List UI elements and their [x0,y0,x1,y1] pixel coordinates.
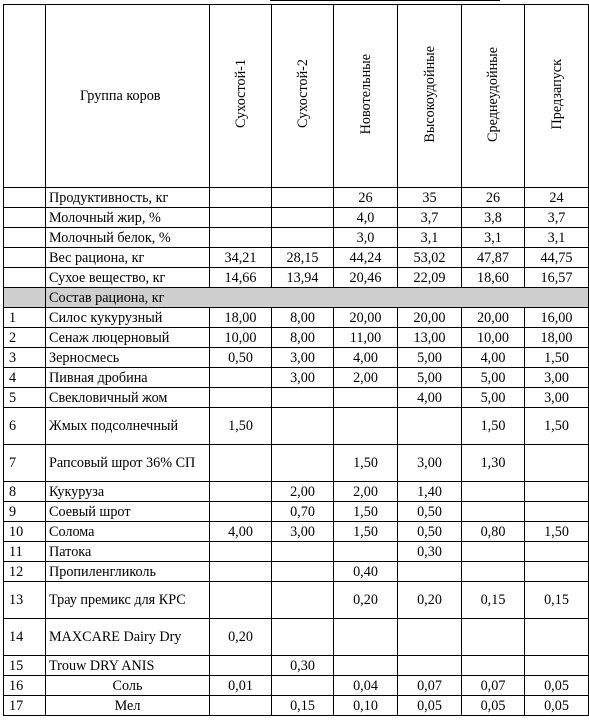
value-cell: 4,00 [462,348,525,368]
row-name: Рапсовый шрот 36% СП [46,445,210,482]
table-row [4,368,589,388]
value-cell [210,696,272,716]
table-row [4,228,589,248]
row-name: Сенаж люцерновый [46,328,210,348]
value-cell: 2,00 [334,482,398,502]
row-name: Патока [46,542,210,562]
section-num-cell [4,288,46,308]
value-cell [525,542,589,562]
value-cell: 3,00 [525,388,589,408]
value-cell: 22,09 [398,268,462,288]
row-name: Молочный белок, % [46,228,210,248]
value-cell [210,368,272,388]
column-header [272,5,334,188]
column-header [334,5,398,188]
value-cell: 5,00 [462,368,525,388]
value-cell [525,445,589,482]
value-cell: 26 [462,188,525,208]
row-number: 6 [4,408,46,445]
value-cell [334,619,398,656]
row-name: Продуктивность, кг [46,188,210,208]
value-cell: 18,60 [462,268,525,288]
value-cell: 10,00 [462,328,525,348]
value-cell [210,388,272,408]
value-cell: 5,00 [462,388,525,408]
table-row [4,328,589,348]
row-name: Пивная дробина [46,368,210,388]
row-number: 12 [4,562,46,582]
row-number: 14 [4,619,46,656]
value-cell: 20,00 [462,308,525,328]
value-cell: 0,30 [398,542,462,562]
value-cell: 0,07 [398,676,462,696]
value-cell [462,562,525,582]
header-row [4,5,589,188]
value-cell: 3,00 [272,368,334,388]
value-cell: 3,7 [398,208,462,228]
table-row [4,188,589,208]
value-cell: 4,00 [210,522,272,542]
value-cell: 18,00 [210,308,272,328]
row-name: Молочный жир, % [46,208,210,228]
value-cell: 24 [525,188,589,208]
value-cell: 1,50 [462,408,525,445]
value-cell: 2,00 [272,482,334,502]
table-row [4,542,589,562]
value-cell: 53,02 [398,248,462,268]
value-cell: 0,20 [334,582,398,619]
value-cell: 1,50 [525,522,589,542]
value-cell: 18,00 [525,328,589,348]
header-num-cell [4,5,46,188]
row-name: Пропиленгликоль [46,562,210,582]
row-number: 7 [4,445,46,482]
value-cell: 35 [398,188,462,208]
value-cell: 3,1 [525,228,589,248]
row-name: Жмых подсолнечный [46,408,210,445]
value-cell: 0,05 [525,676,589,696]
value-cell: 2,00 [334,368,398,388]
table-row [4,268,589,288]
value-cell: 0,50 [398,502,462,522]
column-header-label: Среднеудойные [485,46,501,142]
row-name: Силос кукурузный [46,308,210,328]
value-cell: 28,15 [272,248,334,268]
table-row [4,619,589,656]
column-header [525,5,589,188]
value-cell: 3,00 [272,348,334,368]
value-cell [210,562,272,582]
value-cell: 13,00 [398,328,462,348]
column-header [210,5,272,188]
table-row [4,562,589,582]
value-cell: 8,00 [272,328,334,348]
column-header-label: Сухостой-2 [294,59,311,129]
value-cell [272,582,334,619]
value-cell: 13,94 [272,268,334,288]
ration-table [3,4,589,716]
value-cell [272,445,334,482]
row-number [4,268,46,288]
value-cell: 1,30 [462,445,525,482]
row-number: 16 [4,676,46,696]
row-number: 10 [4,522,46,542]
value-cell [398,408,462,445]
table-row [4,696,589,716]
value-cell: 3,00 [272,522,334,542]
value-cell: 1,50 [334,522,398,542]
value-cell [525,656,589,676]
value-cell: 3,8 [462,208,525,228]
value-cell [334,388,398,408]
value-cell: 5,00 [398,368,462,388]
table-row [4,248,589,268]
value-cell: 0,10 [334,696,398,716]
value-cell [210,502,272,522]
value-cell [525,562,589,582]
value-cell [272,676,334,696]
row-number: 2 [4,328,46,348]
value-cell: 0,30 [272,656,334,676]
value-cell [210,188,272,208]
value-cell: 1,50 [525,408,589,445]
row-number: 5 [4,388,46,408]
value-cell: 0,20 [398,582,462,619]
value-cell [334,542,398,562]
value-cell: 5,00 [398,348,462,368]
value-cell [398,562,462,582]
row-number: 17 [4,696,46,716]
table-row [4,348,589,368]
table-row [4,388,589,408]
value-cell: 1,50 [334,502,398,522]
table-row [4,208,589,228]
value-cell: 44,24 [334,248,398,268]
value-cell [398,619,462,656]
value-cell [272,388,334,408]
row-number: 15 [4,656,46,676]
value-cell [462,542,525,562]
row-number: 11 [4,542,46,562]
column-header-label: Предзапуск [548,58,565,130]
row-name: Зерносмесь [46,348,210,368]
value-cell [210,228,272,248]
table-row [4,676,589,696]
row-name: Солома [46,522,210,542]
column-header-label: Высокоудойные [421,45,438,143]
value-cell: 0,07 [462,676,525,696]
section-row [4,288,589,308]
row-name: Сухое вещество, кг [46,268,210,288]
value-cell: 20,00 [398,308,462,328]
value-cell: 0,50 [398,522,462,542]
value-cell: 3,1 [462,228,525,248]
value-cell: 0,15 [272,696,334,716]
value-cell [210,482,272,502]
value-cell [272,188,334,208]
value-cell: 0,40 [334,562,398,582]
value-cell [398,656,462,676]
value-cell [272,208,334,228]
table-row [4,408,589,445]
row-name: Мел [46,696,210,716]
value-cell: 0,50 [210,348,272,368]
column-header-label: Новотельные [357,53,374,135]
column-header [462,5,525,188]
value-cell [462,502,525,522]
table-row [4,656,589,676]
value-cell: 0,15 [462,582,525,619]
value-cell [272,228,334,248]
value-cell: 3,1 [398,228,462,248]
table-row [4,502,589,522]
value-cell: 4,0 [334,208,398,228]
value-cell: 3,00 [525,368,589,388]
row-number: 8 [4,482,46,502]
table-row [4,308,589,328]
value-cell: 0,20 [210,619,272,656]
value-cell: 8,00 [272,308,334,328]
value-cell [334,656,398,676]
value-cell: 3,00 [398,445,462,482]
value-cell [462,619,525,656]
value-cell [210,542,272,562]
row-number: 13 [4,582,46,619]
value-cell: 0,05 [462,696,525,716]
table-row [4,582,589,619]
row-name: Trouw DRY ANIS [46,656,210,676]
column-header [398,5,462,188]
value-cell [525,482,589,502]
value-cell: 3,0 [334,228,398,248]
row-number [4,208,46,228]
row-number: 9 [4,502,46,522]
row-number [4,228,46,248]
value-cell [334,408,398,445]
value-cell: 0,70 [272,502,334,522]
value-cell: 4,00 [334,348,398,368]
row-name: Трау премикс для КРС [46,582,210,619]
value-cell: 10,00 [210,328,272,348]
row-name: Кукуруза [46,482,210,502]
value-cell: 0,15 [525,582,589,619]
value-cell [462,656,525,676]
column-header-label: Сухостой-1 [232,59,249,129]
row-number: 4 [4,368,46,388]
value-cell: 0,80 [462,522,525,542]
value-cell: 16,57 [525,268,589,288]
table-row [4,482,589,502]
value-cell: 3,7 [525,208,589,228]
value-cell: 0,01 [210,676,272,696]
row-name: Соевый шрот [46,502,210,522]
value-cell: 20,46 [334,268,398,288]
value-cell [272,619,334,656]
value-cell: 20,00 [334,308,398,328]
value-cell [462,482,525,502]
value-cell [525,502,589,522]
value-cell: 1,50 [210,408,272,445]
value-cell: 16,00 [525,308,589,328]
row-number [4,188,46,208]
section-title: Состав рациона, кг [46,288,589,308]
value-cell: 14,66 [210,268,272,288]
value-cell: 1,50 [334,445,398,482]
value-cell [272,408,334,445]
row-number [4,248,46,268]
value-cell: 11,00 [334,328,398,348]
row-name: MAXCARE Dairy Dry [46,619,210,656]
value-cell: 47,87 [462,248,525,268]
value-cell: 0,05 [398,696,462,716]
table-row [4,522,589,542]
value-cell: 26 [334,188,398,208]
row-name: Свекловичный жом [46,388,210,408]
value-cell: 4,00 [398,388,462,408]
table-row [4,445,589,482]
value-cell [210,656,272,676]
value-cell [210,582,272,619]
group-header: Группа коров [46,5,210,188]
value-cell [210,445,272,482]
value-cell: 1,40 [398,482,462,502]
value-cell [525,619,589,656]
value-cell: 0,04 [334,676,398,696]
value-cell [210,208,272,228]
value-cell [272,562,334,582]
row-number: 1 [4,308,46,328]
row-name: Вес рациона, кг [46,248,210,268]
row-number: 3 [4,348,46,368]
value-cell: 1,50 [525,348,589,368]
row-name: Соль [46,676,210,696]
value-cell [272,542,334,562]
value-cell: 44,75 [525,248,589,268]
value-cell: 34,21 [210,248,272,268]
value-cell: 0,05 [525,696,589,716]
